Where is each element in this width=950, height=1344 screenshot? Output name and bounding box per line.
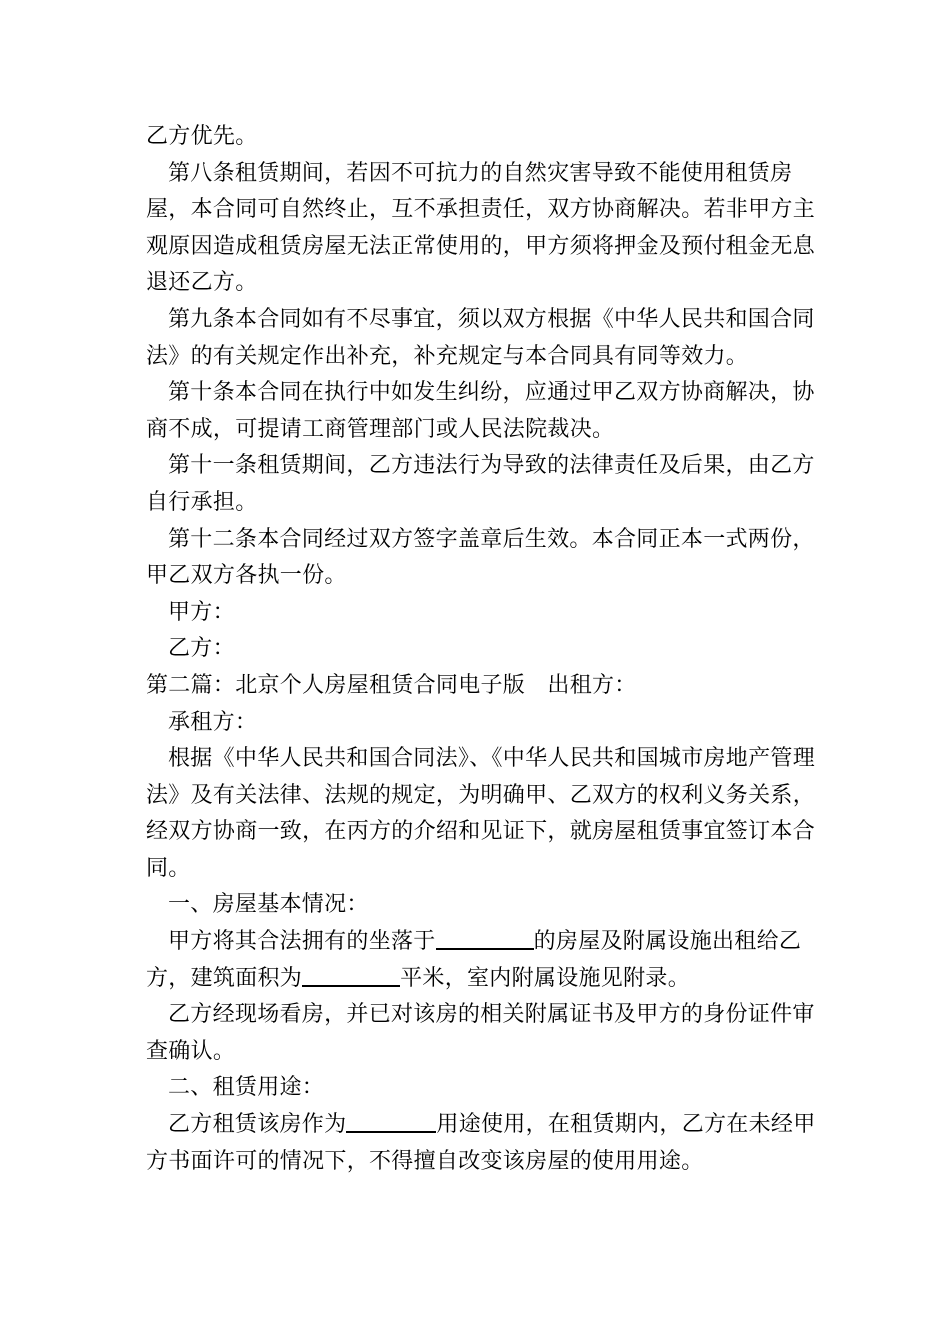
party-b-label: 乙方： (168, 636, 235, 662)
paragraph-continuation: 乙方优先。 (146, 124, 258, 149)
usage-text-2: 用途使用，在租赁期内，乙方在未经甲方书面许可的情况下，不得擅自改变该房屋的使用用途。 (146, 1112, 816, 1174)
document-body (146, 119, 816, 1180)
usage-blank[interactable] (346, 1107, 436, 1133)
clause-8: 第八条租赁期间，若因不可抗力的自然灾害导致不能使用租赁房屋，本合同可自然终止，互不承担责任，双方协商解决。若非甲方主观原因造成租赁房屋无法正常使用的，甲方须将押金及预付租金无息退还乙方。 (146, 160, 816, 296)
clause-12: 第十二条本合同经过双方签字盖章后生效。本合同正本一式两份，甲乙双方各执一份。 (146, 526, 815, 589)
inspection-clause: 乙方经现场看房，并已对该房的相关附属证书及甲方的身份证件审查确认。 (146, 1002, 815, 1064)
house-location-text-1: 甲方将其合法拥有的坐落于 (168, 929, 436, 955)
tenant-label: 承租方： (168, 709, 258, 735)
area-blank[interactable] (302, 961, 400, 987)
house-location-text-3: 平米，室内附属设施见附录。 (400, 965, 691, 991)
clause-9: 第九条本合同如有不尽事宜，须以双方根据《中华人民共和国合同法》的有关规定作出补充，补充规定与本合同具有同等效力。 (146, 306, 815, 369)
preamble: 根据《中华人民共和国合同法》、《中华人民共和国城市房地产管理法》及有关法律、法规的规定，为明确甲、乙双方的权利义务关系，经双方协商一致，在丙方的介绍和见证下，就房屋租赁事宜签订本合同。 (146, 746, 816, 881)
section-heading-second: 第二篇：北京个人房屋租赁合同电子版 出租方： (146, 672, 637, 698)
house-location-clause (146, 924, 816, 997)
section-usage: 二、租赁用途： (168, 1075, 325, 1101)
section-house-info: 一、房屋基本情况： (168, 892, 369, 918)
party-a-label: 甲方： (168, 599, 235, 625)
clause-11: 第十一条租赁期间，乙方违法行为导致的法律责任及后果，由乙方自行承担。 (146, 453, 815, 515)
location-blank[interactable] (436, 924, 534, 950)
house-location-text-2: 的房屋及附属设施出租给乙方，建筑面积为 (146, 929, 802, 991)
usage-text-1: 乙方租赁该房作为 (168, 1112, 347, 1138)
clause-10: 第十条本合同在执行中如发生纠纷，应通过甲乙双方协商解决，协商不成，可提请工商管理部门或人民法院裁决。 (146, 380, 815, 442)
usage-clause (146, 1107, 816, 1180)
